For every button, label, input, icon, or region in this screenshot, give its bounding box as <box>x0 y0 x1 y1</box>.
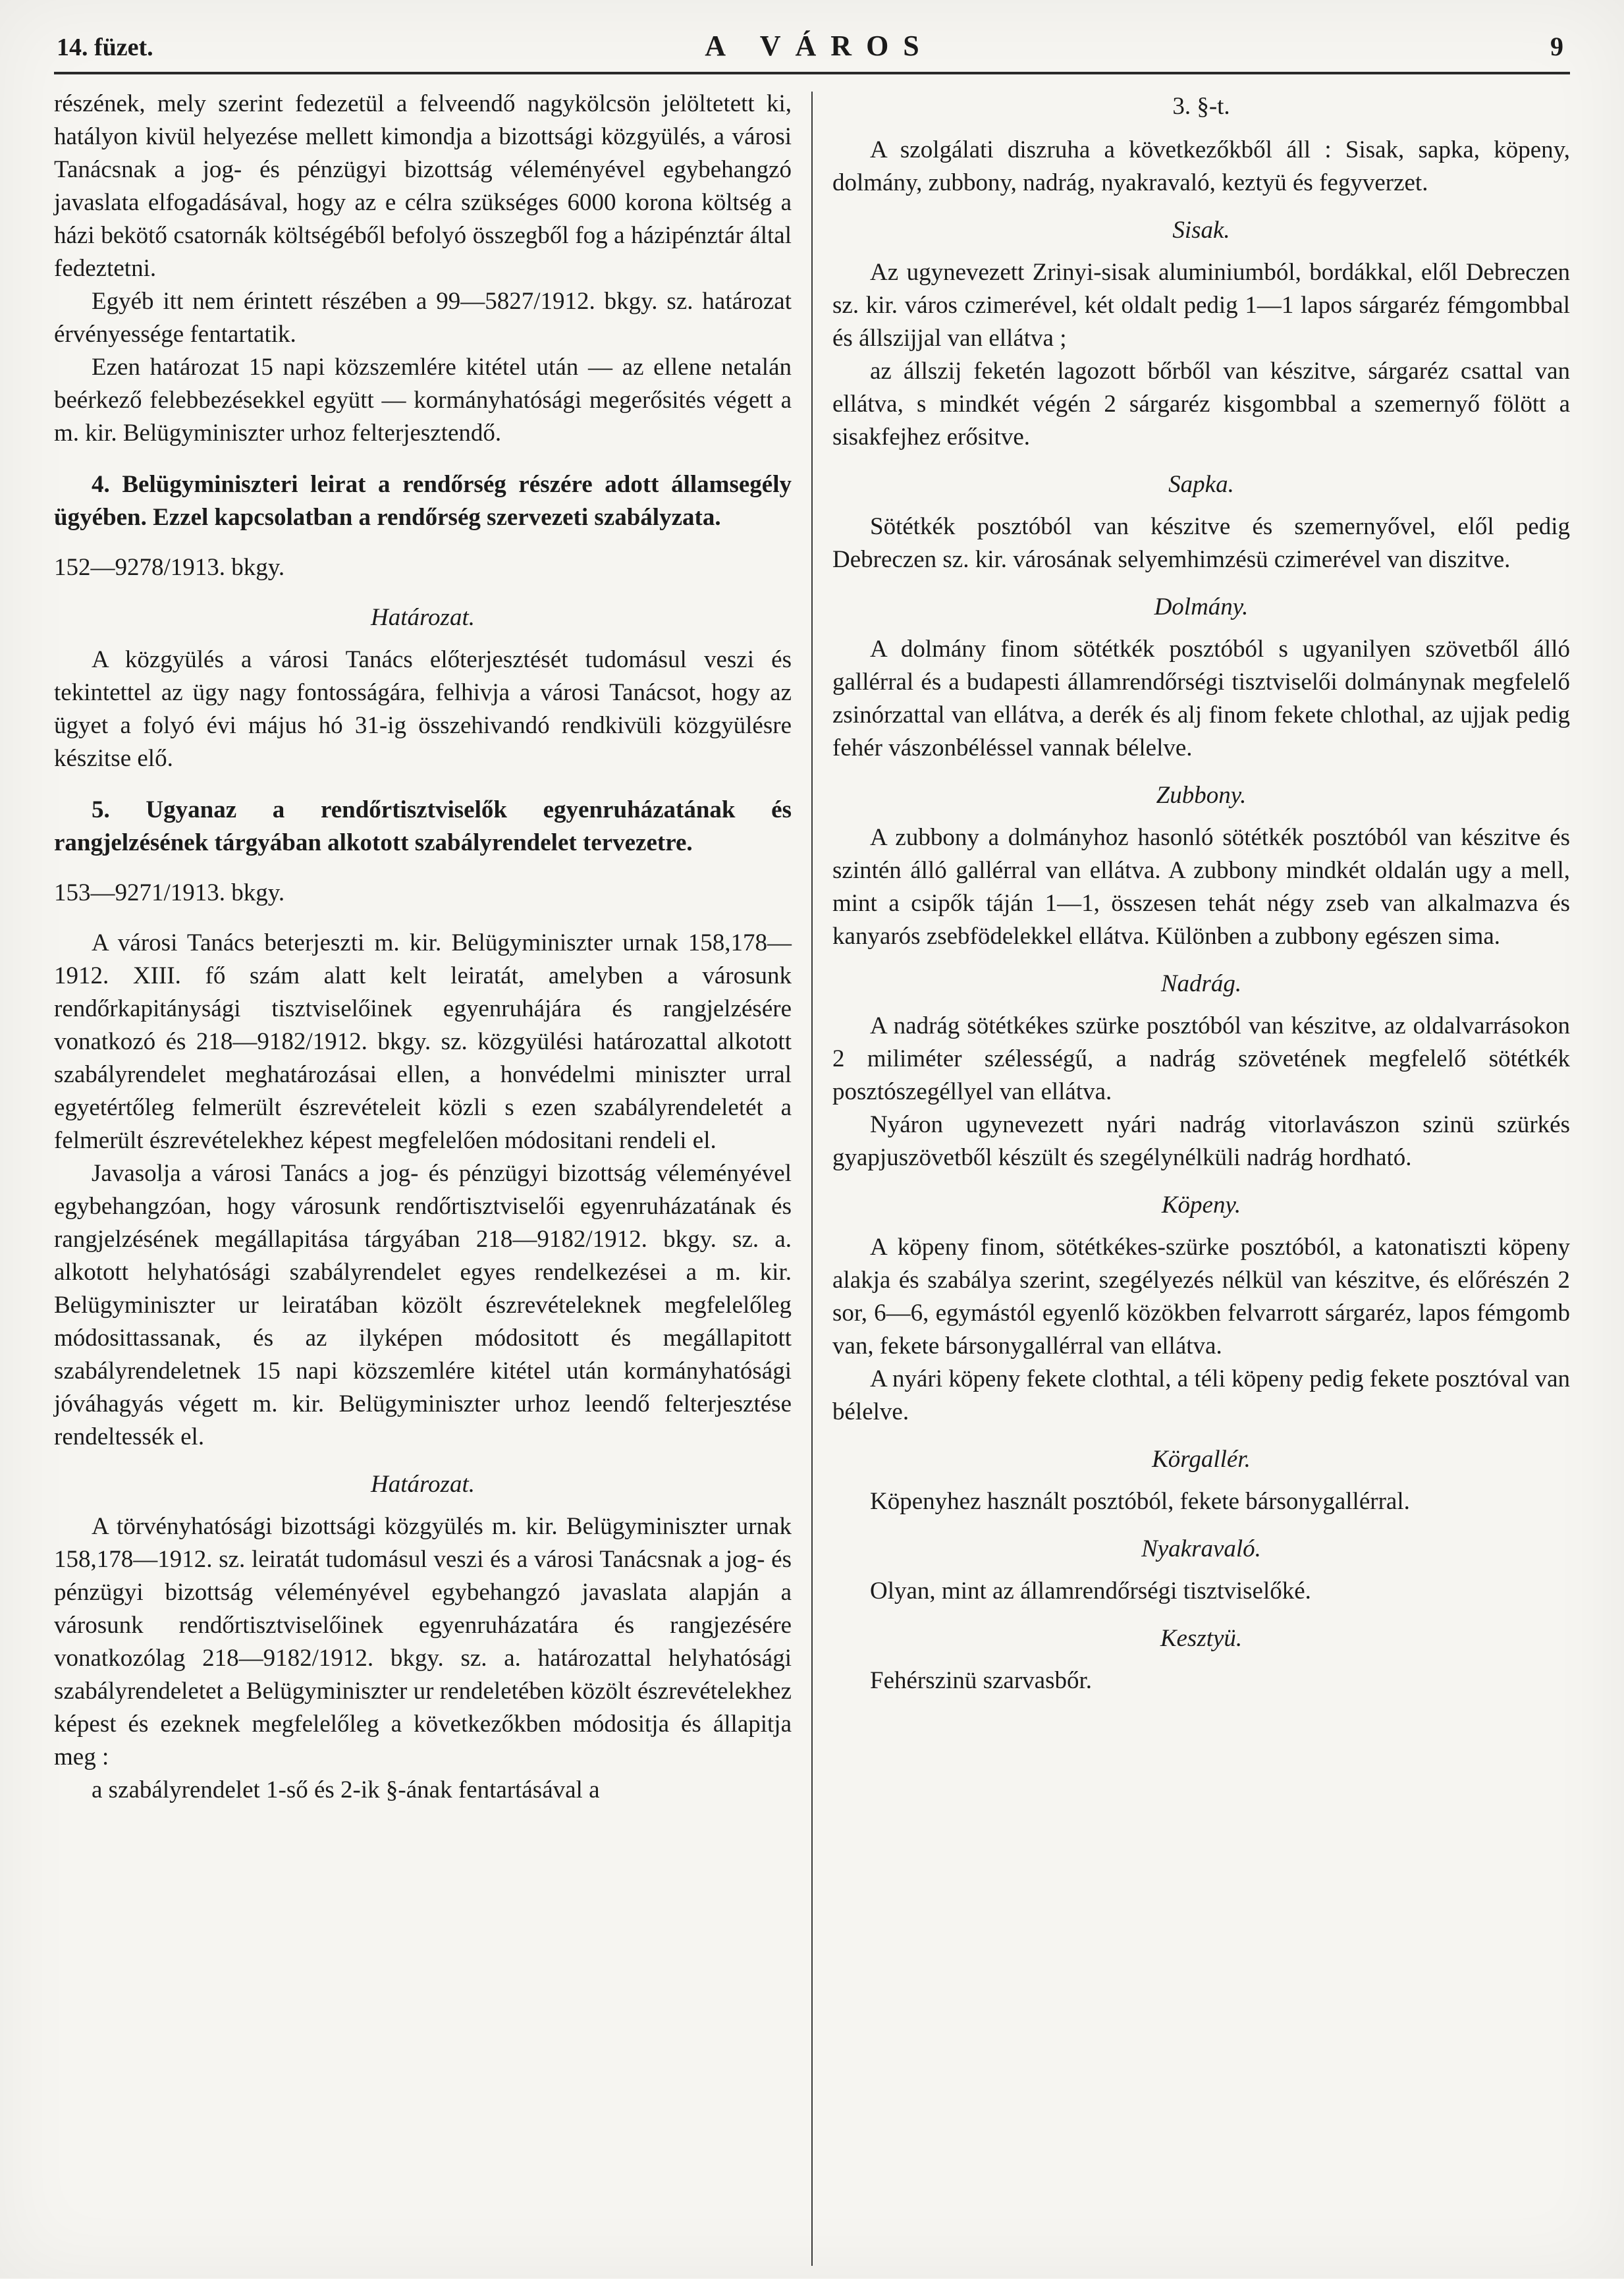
section-number: 3. §-t. <box>1172 93 1230 120</box>
paragraph: Az ugynevezett Zrinyi-sisak aluminiumból, bordákkal, elől Debreczen sz. kir. város czimerével, két oldalt pedig 1—1 lapos sárgaréz fémgombbal és állszijjal van ellátva ; <box>832 259 1570 352</box>
subheading-italic: Körgallér. <box>1152 1446 1251 1473</box>
subheading-italic: Sisak. <box>1172 217 1230 244</box>
page-header <box>54 25 1570 72</box>
subheading-italic: Nadrág. <box>1160 970 1242 997</box>
journal-title: A VÁROS <box>705 30 934 62</box>
paragraph: A szolgálati diszruha a következőkből áll : Sisak, sapka, köpeny, dolmány, zubbony, nadrág, nyakravaló, keztyü és fegyverzet. <box>832 136 1570 196</box>
left-column <box>54 88 792 2279</box>
paragraph: A nadrág sötétkékes szürke posztóból van készitve, az oldalvarrásokon 2 miliméter szélességű, a nadrág szövetének megfelelő sötétkék posztószegéllyel van ellátva. <box>832 1012 1570 1105</box>
subheading-italic: Határozat. <box>371 604 475 631</box>
paragraph: az állszij feketén lagozott bőrből van készitve, sárgaréz csattal van ellátva, s mindkét végén 2 sárgaréz kisgombbal a szemernyő fölött a sisakfejhez erősitve. <box>832 358 1570 451</box>
subheading-italic: Zubbony. <box>1156 782 1247 809</box>
header-rule <box>54 72 1570 74</box>
paragraph: A zubbony a dolmányhoz hasonló sötétkék posztóból van készitve és szintén álló gallérral van ellátva. A zubbony mindkét oldalán ugy a mell, mint a csipők táján 1—1, összesen tehát négy zseb van alkalmazva és kanyarós zsebfödelekkel ellátva. Különben a zubbony egészen sima. <box>832 824 1570 950</box>
subheading-italic: Dolmány. <box>1154 593 1249 620</box>
case-number: 153—9271/1913. bkgy. <box>54 879 285 906</box>
subheading-italic: Határozat. <box>371 1471 475 1498</box>
paragraph-continuation: részének, mely szerint fedezetül a felveendő nagykölcsön jelöltetett ki, hatályon kivül helyezése mellett kimondja a bizottsági közgyülés, a városi Tanácsnak a jog- és pénzügyi bizottság véleményével egybehangzó javaslata elfogadásával, hogy az e célra szükséges 6000 korona költség a házi bekötő csatornák költségéből befolyó összegből fog a házipénztár által fedeztetni. <box>54 90 792 282</box>
agenda-item-heading: 5. Ugyanaz a rendőrtisztviselők egyenruházatának és rangjelzésének tárgyában alkotott szabályrendelet tervezetre. <box>54 796 792 856</box>
paragraph: Sötétkék posztóból van készitve és szemernyővel, elől pedig Debreczen sz. kir. városának selyemhimzésü czimerével van diszitve. <box>832 513 1570 573</box>
paragraph: Javasolja a városi Tanács a jog- és pénzügyi bizottság véleményével egybehangzóan, hogy városunk rendőrtisztviselői egyenruházatának és rangjelzésének megállapitása tárgyában 218—9182/1912. bkgy. sz. a. alkotott helyhatósági szabályrendelet egyes rendelkezései a m. kir. Belügyminiszter ur leiratában közölt észrevételeknek megfelelőleg módosittassanak, és az ilyképen módositott és megállapitott szabályrendeletnek 15 napi közszemlére kitétel után kormányhatósági jóváhagyás végett m. kir. Belügyminiszter urhoz leendő felterjesztése rendeltessék el. <box>54 1160 792 1450</box>
subheading-italic: Kesztyü. <box>1160 1625 1243 1652</box>
case-number: 152—9278/1913. bkgy. <box>54 554 285 581</box>
paragraph: A törvényhatósági bizottsági közgyülés m. kir. Belügyminiszter urnak 158,178—1912. sz. leiratát tudomásul veszi és a városi Tanácsnak a jog- és pénzügyi bizottság véleményével egybehangzó javaslata alapján a városunk rendőrtisztviselőinek egyenruházatára és rangjezésére vonatkozólag 218—9182/1912. bkgy. sz. a. határozattal helyhatósági szabályrendeletet a Belügyminiszter ur rendeletében közölt észrevételekhez képest és ezeknek megfelelőleg a következőkben módositja és állapitja meg : <box>54 1513 792 1771</box>
agenda-item-heading: 4. Belügyminiszteri leirat a rendőrség részére adott államsegély ügyében. Ezzel kapcsolatban a rendőrség szervezeti szabályzata. <box>54 471 792 531</box>
article-columns <box>54 77 1570 2279</box>
subheading-italic: Sapka. <box>1168 471 1234 498</box>
paragraph: Nyáron ugynevezett nyári nadrág vitorlavászon szinü szürkés gyapjuszövetből készült és szegélynélküli nadrág hordható. <box>832 1111 1570 1171</box>
subheading-italic: Köpeny. <box>1161 1192 1241 1219</box>
issue-label: 14. füzet. <box>57 34 153 61</box>
column-divider <box>811 92 813 2266</box>
paragraph: a szabályrendelet 1-ső és 2-ik §-ának fentartásával a <box>92 1776 600 1803</box>
paragraph: Egyéb itt nem érintett részében a 99—5827/1912. bkgy. sz. határozat érvényessége fentartatik. <box>54 288 792 348</box>
paragraph: Olyan, mint az államrendőrségi tisztviselőké. <box>870 1578 1311 1605</box>
paragraph: Köpenyhez használt posztóból, fekete bársonygallérral. <box>870 1488 1410 1515</box>
paragraph: A nyári köpeny fekete clothtal, a téli köpeny pedig fekete posztóval van bélelve. <box>832 1365 1570 1425</box>
paragraph: A városi Tanács beterjeszti m. kir. Belügyminiszter urnak 158,178—1912. XIII. fő szám alatt kelt leiratát, amelyben a városunk rendőrkapitánysági tisztviselőinek egyenruhájára és rangjelzésére vonatkozó és 218—9182/1912. bkgy. sz. közgyülési határozattal alkotott szabályrendelet meghatározásai ellen, a honvédelmi miniszter urral egyetértőleg felmerült észrevételeit közli s ezen szabályrendeletét a felmerült észrevételekhez képest megfelelően módositani rendeli el. <box>54 929 792 1154</box>
paragraph: Ezen határozat 15 napi közszemlére kitétel után — az ellene netalán beérkező felebbezésekkel együtt — kormányhatósági megerősités végett a m. kir. Belügyminiszter urhoz felterjesztendő. <box>54 354 792 447</box>
paragraph: A köpeny finom, sötétkékes-szürke posztóból, a katonatiszti köpeny alakja és szabálya szerint, szegélyezés nélkül van készitve, és előrészén 2 sor, 6—6, egymástól egyenlő közökben felvarrott sárgaréz, lapos fémgomb van, fekete bársonygallérral van ellátva. <box>832 1234 1570 1359</box>
subheading-italic: Nyakravaló. <box>1141 1535 1261 1562</box>
paragraph: A dolmány finom sötétkék posztóból s ugyanilyen szövetből álló gallérral és a budapesti államrendőrségi tisztviselői dolmánynak megfelelő zsinórzattal van ellátva, a derék és alj finom fekete chlothal, az ujjak pedig fehér vászonbéléssel vannak bélelve. <box>832 636 1570 761</box>
paragraph: A közgyülés a városi Tanács előterjesztését tudomásul veszi és tekintettel az ügy nagy fontosságára, felhivja a városi Tanácsot, hogy az ügyet a folyó évi május hó 31-ig összehivandó rendkivüli közgyülésre készitse elő. <box>54 646 792 772</box>
right-column <box>832 88 1570 2279</box>
paragraph: Fehérszinü szarvasbőr. <box>870 1667 1093 1694</box>
page-number: 9 <box>1550 32 1563 61</box>
